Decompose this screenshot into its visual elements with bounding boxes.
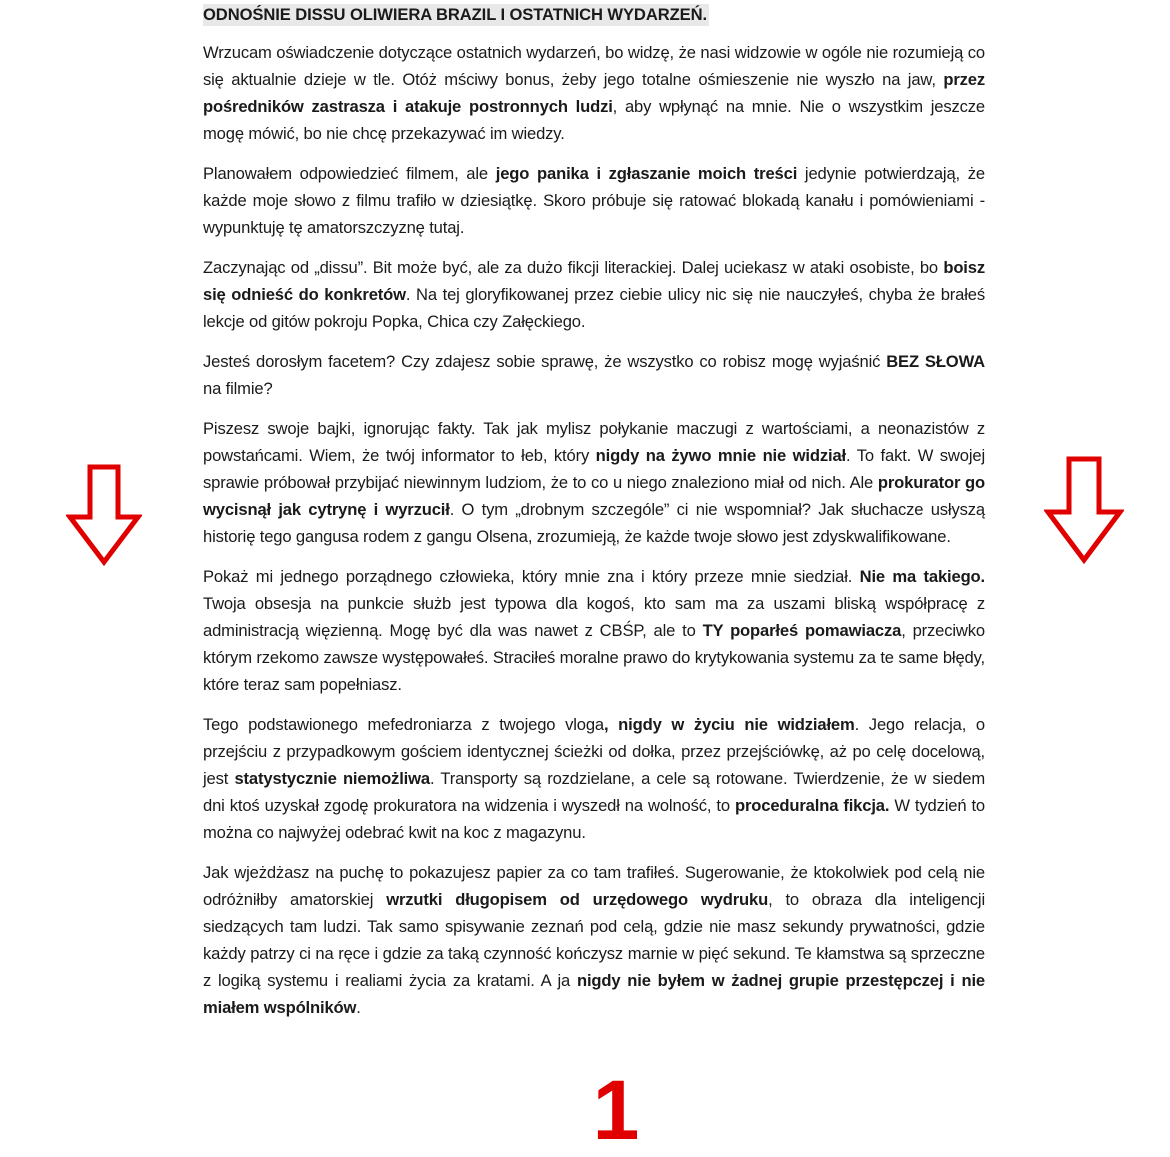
paragraph <box>203 348 985 402</box>
text-run: Pokaż mi jednego porządnego człowieka, który mnie zna i który przeze mnie siedział. <box>203 567 860 586</box>
text-run: , przeciwko którym rzekomo zawsze występowałeś. Straciłeś moralne prawo do krytykowania systemu za te same błędy, które teraz sam popełniasz. <box>203 621 985 694</box>
text-run: . Jego relacja, o przejściu z przypadkowym gościem identycznej ścieżki od dołka, przez przejściówkę, aż po celę docelową, jest <box>203 715 985 788</box>
bold-text-run: wrzutki długopisem od urzędowego wydruku <box>386 890 769 909</box>
text-run: . To fakt. W swojej sprawie próbował przybijać niewinnym ludziom, że to co u niego znaleziono miał od nich. Ale <box>203 446 985 492</box>
bold-text-run: statystycznie niemożliwa <box>234 769 430 788</box>
text-run: Zaczynając od „dissu”. Bit może być, ale za dużo fikcji literackiej. Dalej uciekasz w ataki osobiste, bo <box>203 258 944 277</box>
paragraph <box>203 254 985 335</box>
bold-text-run: boisz się odnieść do konkretów <box>203 258 985 304</box>
text-run: Wrzucam oświadczenie dotyczące ostatnich wydarzeń, bo widzę, że nasi widzowie w ogóle nie rozumieją co się aktualnie dzieje w tle. Otóż mściwy bonus, żeby jego totalne ośmieszenie nie wyszło na jaw, <box>203 43 985 89</box>
down-arrow-icon <box>1044 456 1124 564</box>
bold-text-run: TY poparłeś pomawiacza <box>702 621 902 640</box>
text-run: Jesteś dorosłym facetem? Czy zdajesz sobie sprawę, że wszystko co robisz mogę wyjaśnić <box>203 352 887 371</box>
text-run: . O tym „drobnym szczególe” ci nie wspomniał? Jak słuchacze usłyszą historię tego gangusa rodem z gangu Olsena, zrozumieją, że każde twoje słowo jest zdyskwalifikowane. <box>203 500 985 546</box>
bold-text-run: Nie ma takiego. <box>859 567 986 586</box>
document-heading: ODNOŚNIE DISSU OLIWIERA BRAZIL I OSTATNICH WYDARZEŃ. <box>203 5 707 24</box>
text-run: . <box>356 998 361 1017</box>
paragraph <box>203 39 985 147</box>
text-run: Jak wjeżdżasz na puchę to pokazujesz papier za co tam trafiłeś. Sugerowanie, że ktokolwiek pod celą nie odróżniłby amatorskiej <box>203 863 985 909</box>
bold-text-run: , nigdy w życiu nie widziałem <box>604 715 855 734</box>
text-run: Planowałem odpowiedzieć filmem, ale <box>203 164 496 183</box>
bold-text-run: nigdy nie byłem w żadnej grupie przestępczej i nie miałem wspólników <box>203 971 985 1017</box>
text-run: , to obraza dla inteligencji siedzących tam ludzi. Tak samo spisywanie zeznań pod celą, gdzie nie masz sekundy prywatności, gdzie każdy patrzy ci na ręce i gdzie za taką czynność kończysz marnie w pięć sekund. Te kłamstwa są sprzeczne z logiką systemu i realiami życia za kratami. A ja <box>203 890 985 990</box>
text-run: Tego podstawionego mefedroniarza z twojego vloga <box>203 715 604 734</box>
paragraph <box>203 563 985 698</box>
text-run: Piszesz swoje bajki, ignorując fakty. Tak jak mylisz połykanie maczugi z wartościami, a neonazistów z powstańcami. Wiem, że twój informator to łeb, który <box>203 419 985 465</box>
bold-text-run: jego panika i zgłaszanie moich treści <box>495 164 798 183</box>
paragraph <box>203 415 985 550</box>
text-run: , aby wpłynąć na mnie. Nie o wszystkim jeszcze mogę mówić, bo nie chcę przekazywać im wiedzy. <box>203 97 985 143</box>
paragraph <box>203 859 985 1021</box>
text-run: . Na tej gloryfikowanej przez ciebie ulicy nic się nie nauczyłeś, chyba że brałeś lekcje od gitów pokroju Popka, Chica czy Załęckiego. <box>203 285 985 331</box>
text-run: na filmie? <box>203 379 273 398</box>
paragraph <box>203 711 985 846</box>
bold-text-run: proceduralna fikcja. <box>734 796 890 815</box>
text-run: . Transporty są rozdzielane, a cele są rotowane. Twierdzenie, że w siedem dni ktoś uzyskał zgodę prokuratora na widzenia i wyszedł na wolność, to <box>203 769 985 815</box>
down-arrow-icon <box>66 464 142 566</box>
bold-text-run: nigdy na żywo mnie nie widział <box>595 446 847 465</box>
bold-text-run: BEZ SŁOWA <box>886 352 985 371</box>
bold-text-run: prokurator go wycisnął jak cytrynę i wyrzucił <box>203 473 985 519</box>
document-page <box>203 0 985 1021</box>
paragraph <box>203 160 985 241</box>
text-run: Twoja obsesja na punkcie służb jest typowa dla kogoś, kto sam ma za uszami bliską współpracę z administracją więzienną. Mogę być dla was nawet z CBŚP, ale to <box>203 594 985 640</box>
text-run: W tydzień to można co najwyżej odebrać kwit na koc z magazynu. <box>203 796 986 842</box>
text-run: jedynie potwierdzają, że każde moje słowo z filmu trafiło w dziesiątkę. Skoro próbuje się ratować blokadą kanału i pomówieniami - wypunktuję tę amatorszczyznę tutaj. <box>203 164 985 237</box>
bold-text-run: przez pośredników zastrasza i atakuje postronnych ludzi <box>203 70 985 116</box>
page-number: 1 <box>592 1063 640 1157</box>
